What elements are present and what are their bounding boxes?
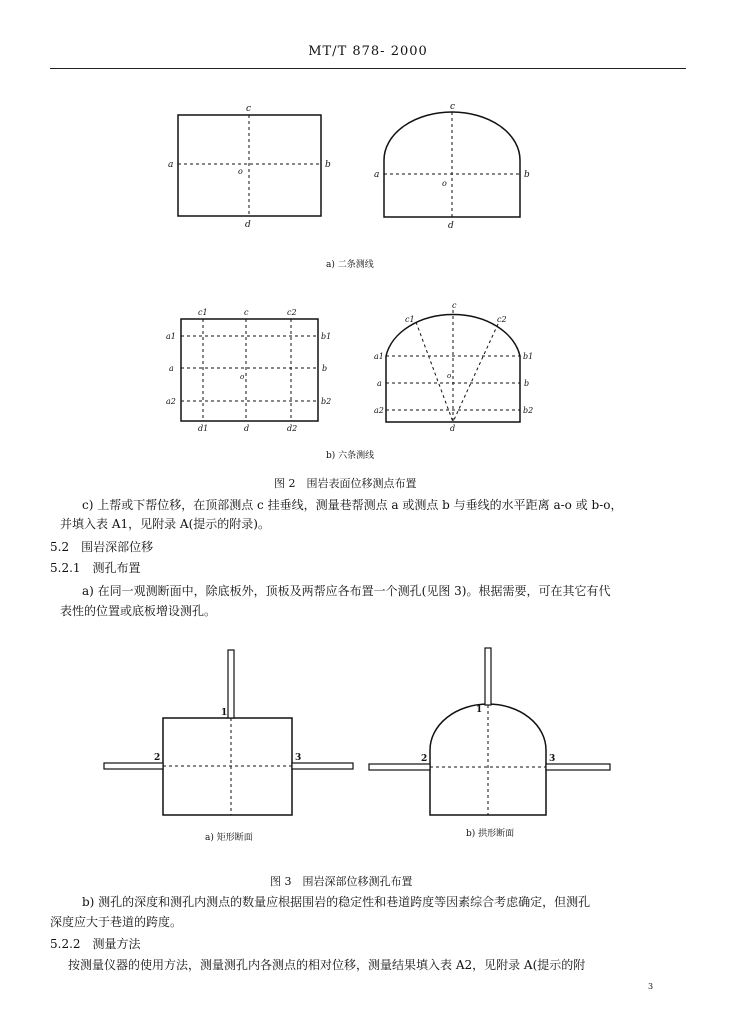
section-5-2-2: 5.2.2 测量方法 [50,937,141,951]
label-c2: c2 [497,315,507,324]
label-c: c [450,102,456,112]
para-c-line1: c) 上帮或下帮位移，在顶部测点 c 挂垂线，测量巷帮测点 a 或测点 b 与垂线的水平距离 a-o 或 b-o， [82,498,623,512]
fig2b-rect-six-lines [160,305,345,435]
para-a-line1: a) 在同一观测断面中，除底板外，顶板及两帮应各布置一个测孔(见图 3)。根据需要，可在其它有代 [82,584,611,598]
para-a-line2: 表性的位置或底板增设测孔。 [60,604,217,618]
label-c: c [246,104,252,114]
hole-1: 1 [476,705,483,715]
label-o: o [238,167,243,176]
label-d: d [448,221,454,231]
label-a: a [168,160,174,170]
section-5-2: 5.2 围岩深部位移 [50,540,154,554]
label-b: b [524,170,530,180]
section-5-2-1: 5.2.1 测孔布置 [50,561,141,575]
label-a: a [374,170,380,180]
label-o: o [240,373,245,381]
label-c: c [244,308,249,317]
fig3a-rect-section [100,640,360,825]
label-d1: d1 [198,424,209,433]
para-method: 按测量仪器的使用方法，测量测孔内各测点的相对位移，测量结果填入表 A2，见附录 A(提示的附 [68,958,586,972]
fig3b-caption: b) 拱形断面 [466,829,515,839]
header-rule [50,68,686,69]
figure2-caption: 图 2 围岩表面位移测点布置 [274,477,417,490]
label-b: b [524,379,530,388]
label-b1: b1 [321,332,332,341]
label-c1: c1 [405,315,415,324]
page-number: 3 [648,982,654,991]
fig2b-arch-six-lines [368,300,543,435]
fig2a-rect-two-lines [160,100,340,235]
fig2a-caption: a) 二条测线 [326,260,374,270]
label-b2: b2 [523,406,534,415]
label-d: d [245,220,251,230]
label-o: o [447,372,452,380]
label-b2: b2 [321,397,332,406]
hole-3: 3 [295,753,302,763]
label-a1: a1 [374,352,384,361]
para-b-line1: b) 测孔的深度和测孔内测点的数量应根据围岩的稳定性和巷道跨度等因素综合考虑确定，但测孔 [82,895,591,909]
label-d: d [244,424,250,433]
label-a: a [169,364,174,373]
label-o: o [442,179,447,188]
fig3b-arch-section [366,640,626,825]
hole-1: 1 [221,708,228,718]
label-a: a [377,379,382,388]
label-d2: d2 [287,424,298,433]
label-c1: c1 [198,308,208,317]
hole-2: 2 [154,753,161,763]
label-b1: b1 [523,352,534,361]
label-a2: a2 [374,406,384,415]
label-a1: a1 [166,332,176,341]
label-b: b [322,364,328,373]
label-d: d [450,424,456,433]
label-c2: c2 [287,308,297,317]
hole-3: 3 [549,754,556,764]
label-a2: a2 [166,397,176,406]
fig3a-caption: a) 矩形断面 [205,833,253,843]
hole-2: 2 [421,754,428,764]
fig2a-arch-two-lines [370,100,540,235]
para-c-line2: 并填入表 A1，见附录 A(提示的附录)。 [60,517,270,531]
page-header: MT/T 878- 2000 [308,44,428,59]
label-c: c [452,301,457,310]
figure3-caption: 图 3 围岩深部位移测孔布置 [270,875,413,888]
fig2b-caption: b) 六条测线 [326,451,375,461]
label-b: b [325,160,331,170]
para-b-line2: 深度应大于巷道的跨度。 [50,915,183,929]
